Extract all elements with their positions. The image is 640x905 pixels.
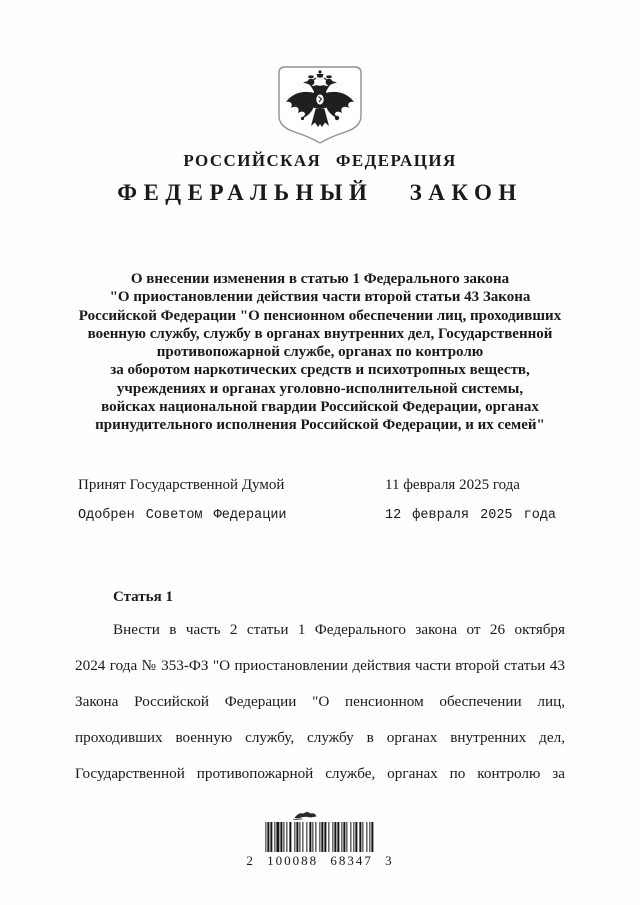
coat-of-arms	[278, 66, 362, 144]
law-type-heading: ФЕДЕРАЛЬНЫЙ ЗАКОН	[117, 180, 523, 205]
country-heading: РОССИЙСКАЯ ФЕДЕРАЦИЯ	[183, 151, 457, 170]
law-title-line: "О приостановлении действия части второй статьи 43 Закона	[109, 289, 531, 306]
law-title-line: принудительного исполнения Российской Федерации, и их семей"	[95, 417, 545, 434]
law-title-line: О внесении изменения в статью 1 Федерального закона	[130, 271, 510, 287]
barcode-bars	[266, 822, 375, 852]
law-title-line: Российской Федерации "О пенсионном обеспечении лиц, проходивших	[78, 307, 562, 324]
body-text-line: 2024 года № 353-ФЗ "О приостановлении действия части второй статьи 43	[75, 657, 565, 674]
adoption-block	[78, 477, 565, 537]
law-title-line: военную службу, службу в органах внутренних дел, Государственной	[87, 325, 553, 342]
article-1-body	[75, 612, 565, 792]
body-text-line: Внести в часть 2 статьи 1 Федерального закона от 26 октября	[113, 621, 565, 638]
barcode	[246, 810, 393, 869]
law-title-line: войсках национальной гвардии Российской Федерации, органах	[101, 399, 539, 416]
russian-coat-of-arms-icon	[278, 66, 362, 144]
body-text-line: Государственной противопожарной службе, органах по контролю за	[75, 765, 565, 782]
adoption-row	[78, 508, 565, 523]
body-text-line: проходивших военную службу, службу в органах внутренних дел,	[75, 729, 565, 746]
law-title-line: противопожарной службе, органах по контролю	[156, 344, 484, 361]
adoption-label: Одобрен Советом Федерации	[78, 508, 287, 523]
adoption-date: 12 февраля 2025 года	[385, 508, 557, 523]
article-1-heading: Статья 1	[113, 589, 173, 605]
adoption-label: Принят Государственной Думой	[78, 477, 285, 493]
adoption-row	[78, 477, 565, 494]
body-text-line: Закона Российской Федерации "О пенсионном обеспечении лиц,	[75, 693, 565, 710]
law-title-line: учреждениях и органах уголовно-исполнительной системы,	[116, 380, 524, 397]
law-title	[42, 270, 598, 435]
barcode-digits: 2 100088 68347 3	[246, 853, 394, 868]
law-title-line: за оборотом наркотических средств и психотропных веществ,	[110, 362, 530, 379]
adoption-date: 11 февраля 2025 года	[385, 477, 520, 493]
publisher-mark-icon	[291, 810, 317, 821]
